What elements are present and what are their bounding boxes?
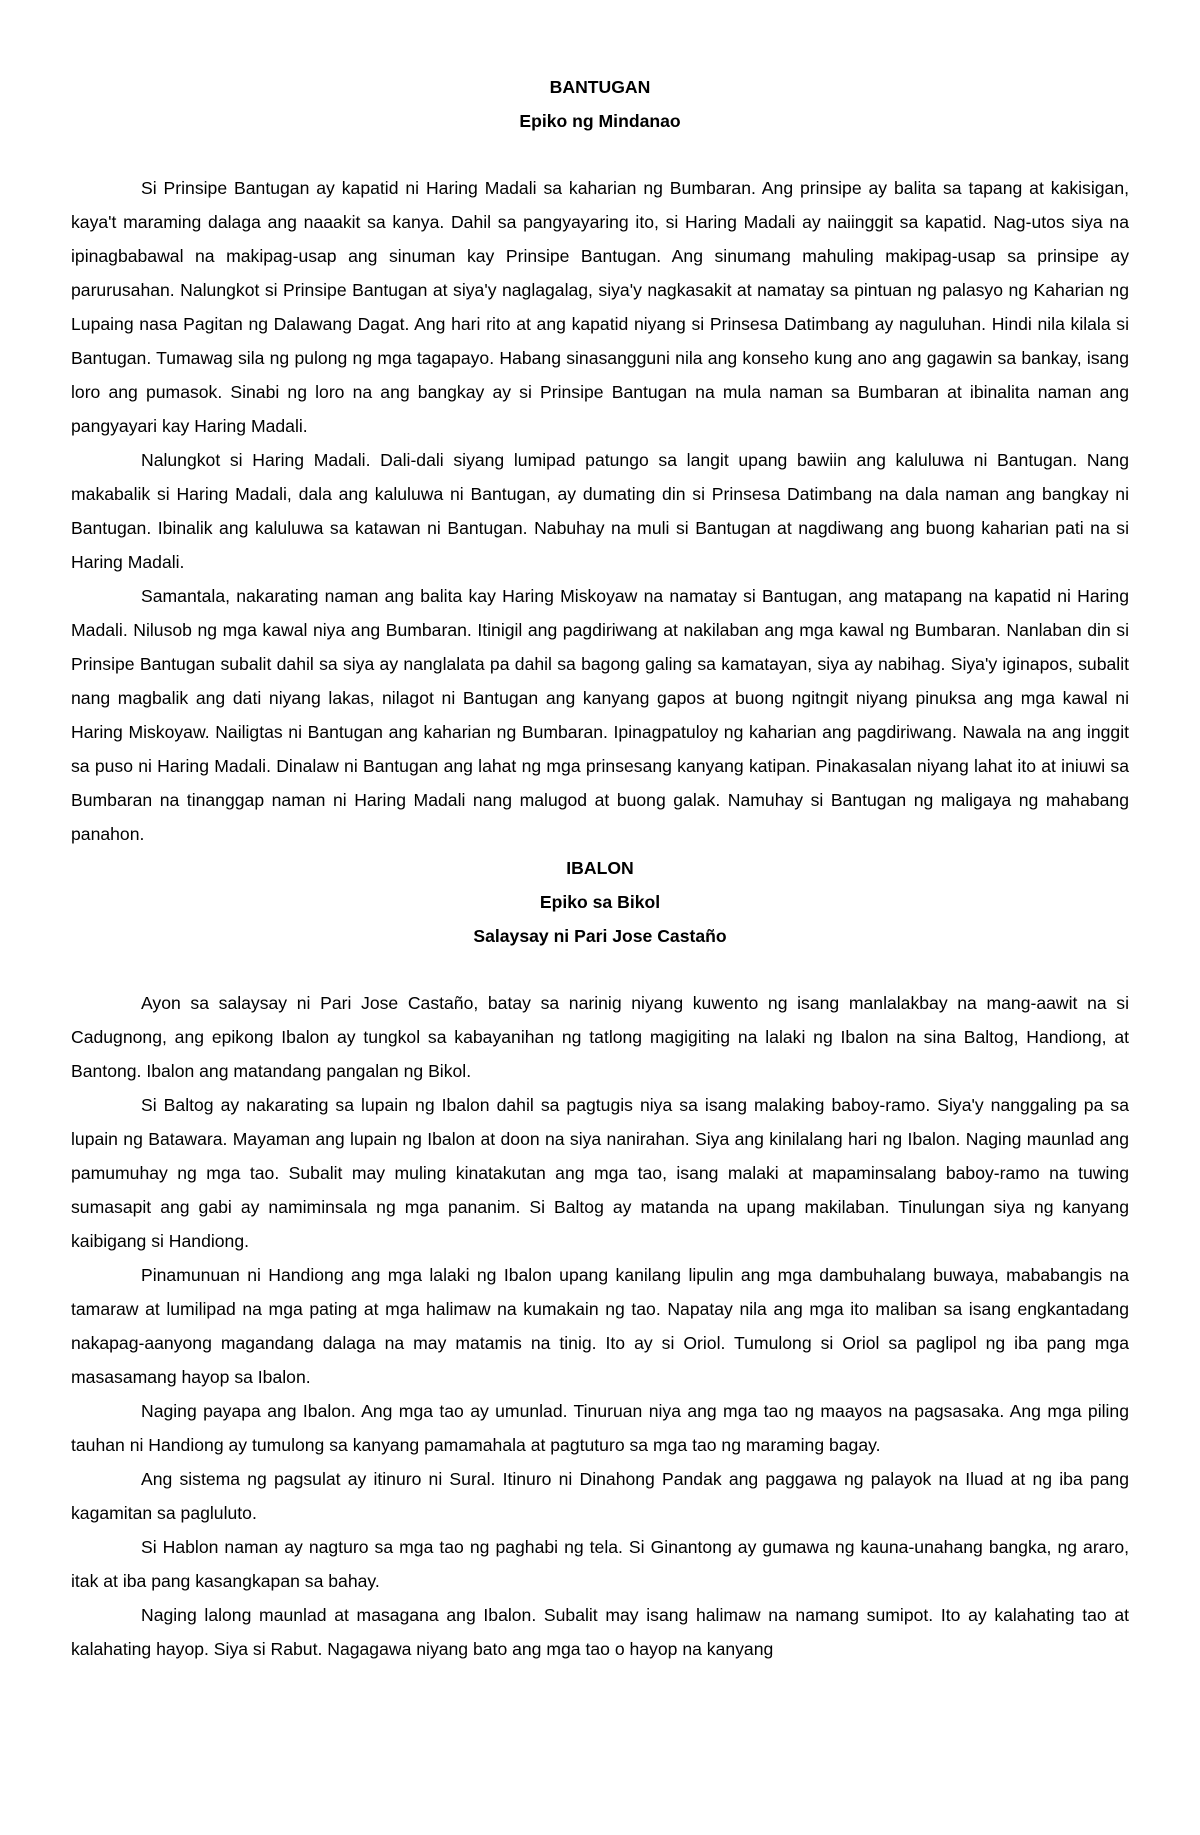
paragraph: Ayon sa salaysay ni Pari Jose Castaño, batay sa narinig niyang kuwento ng isang manlalakbay na mang-aawit na si Cadugnong, ang epikong Ibalon ay tungkol sa kabayanihan ng tatlong magigiting na lalaki ng Ibalon na sina Baltog, Handiong, at Bantong. Ibalon ang matandang pangalan ng Bikol. bbox=[71, 993, 1129, 1081]
paragraph: Si Prinsipe Bantugan ay kapatid ni Haring Madali sa kaharian ng Bumbaran. Ang prinsipe ay balita sa tapang at kakisigan, kaya't maraming dalaga ang naaakit sa kanya. Dahil sa pangyayaring ito, si Haring Madali ay naiinggit sa kapatid. Nag-utos siya na ipinagbabawal na makipag-usap ang sinuman kay Prinsipe Bantugan. Ang sinumang mahuling makipag-usap sa prinsipe ay parurusahan. Nalungkot si Prinsipe Bantugan at siya'y naglagalag, siya'y nagkasakit at namatay sa pintuan ng palasyo ng Kaharian ng Lupaing nasa Pagitan ng Dalawang Dagat. Ang hari rito at ang kapatid niyang si Prinsesa Datimbang ay naguluhan. Hindi nila kilala si Bantugan. Tumawag sila ng pulong ng mga tagapayo. Habang sinasangguni nila ang konseho kung ano ang gagawin sa bankay, isang loro ang pumasok. Sinabi ng loro na ang bangkay ay si Prinsipe Bantugan na mula naman sa Bumbaran at ibinalita naman ang pangyayari kay Haring Madali. bbox=[71, 178, 1129, 436]
section-subtitle-ibalon: Epiko sa Bikol bbox=[539, 892, 661, 912]
paragraph: Naging lalong maunlad at masagana ang Ibalon. Subalit may isang halimaw na namang sumipot. Ito ay kalahating tao at kalahating hayop. Siya si Rabut. Nagagawa niyang bato ang mga tao o hayop na kanyang bbox=[71, 1605, 1129, 1659]
section-title-ibalon: IBALON bbox=[566, 858, 634, 878]
section-byline-ibalon: Salaysay ni Pari Jose Castaño bbox=[473, 926, 727, 946]
spacer bbox=[71, 953, 1129, 986]
paragraph: Si Hablon naman ay nagturo sa mga tao ng paghabi ng tela. Si Ginantong ay gumawa ng kauna-unahang bangka, ng araro, itak at iba pang kasangkapan sa bahay. bbox=[71, 1537, 1129, 1591]
paragraph: Nalungkot si Haring Madali. Dali-dali siyang lumipad patungo sa langit upang bawiin ang kaluluwa ni Bantugan. Nang makabalik si Haring Madali, dala ang kaluluwa ni Bantugan, ay dumating din si Prinsesa Datimbang na dala naman ang bangkay ni Bantugan. Ibinalik ang kaluluwa sa katawan ni Bantugan. Nabuhay na muli si Bantugan at nagdiwang ang buong kaharian pati na si Haring Madali. bbox=[71, 450, 1129, 572]
paragraph: Naging payapa ang Ibalon. Ang mga tao ay umunlad. Tinuruan niya ang mga tao ng maayos na pagsasaka. Ang mga piling tauhan ni Handiong ay tumulong sa kanyang pamamahala at pagtuturo sa mga tao ng maraming bagay. bbox=[71, 1401, 1129, 1455]
paragraph: Pinamunuan ni Handiong ang mga lalaki ng Ibalon upang kanilang lipulin ang mga dambuhalang buwaya, mababangis na tamaraw at lumilipad na mga pating at mga halimaw na kumakain ng tao. Napatay nila ang mga ito maliban sa isang engkantadang nakapag-aanyong magandang dalaga na may matamis na tinig. Ito ay si Oriol. Tumulong si Oriol sa paglipol ng iba pang mga masasamang hayop sa Ibalon. bbox=[71, 1265, 1129, 1387]
section-title-bantugan: BANTUGAN bbox=[549, 77, 651, 97]
paragraph: Si Baltog ay nakarating sa lupain ng Ibalon dahil sa pagtugis niya sa isang malaking baboy-ramo. Siya'y nanggaling pa sa lupain ng Batawara. Mayaman ang lupain ng Ibalon at doon na siya nanirahan. Siya ang kinilalang hari ng Ibalon. Naging maunlad ang pamumuhay ng mga tao. Subalit may muling kinatakutan ang mga tao, isang malaki at mapaminsalang baboy-ramo na tuwing sumasapit ang gabi ay namiminsala ng mga pananim. Si Baltog ay matanda na upang makilaban. Tinulungan siya ng kanyang kaibigang si Handiong. bbox=[71, 1095, 1129, 1251]
spacer bbox=[71, 138, 1129, 171]
paragraph: Samantala, nakarating naman ang balita kay Haring Miskoyaw na namatay si Bantugan, ang matapang na kapatid ni Haring Madali. Nilusob ng mga kawal niya ang Bumbaran. Itinigil ang pagdiriwang at nakilaban ang mga kawal ng Bumbaran. Nanlaban din si Prinsipe Bantugan subalit dahil sa siya ay nanglalata pa dahil sa bagong galing sa kamatayan, siya ay nabihag. Siya'y iginapos, subalit nang magbalik ang dati niyang lakas, nilagot ni Bantugan ang kanyang gapos at buong ngitngit niyang pinuksa ang mga kawal ni Haring Miskoyaw. Nailigtas ni Bantugan ang kaharian ng Bumbaran. Ipinagpatuloy ng kaharian ang pagdiriwang. Nawala na ang inggit sa puso ni Haring Madali. Dinalaw ni Bantugan ang lahat ng mga prinsesang kanyang katipan. Pinakasalan niyang lahat ito at iniuwi sa Bumbaran na tinanggap naman ni Haring Madali nang malugod at buong galak. Namuhay si Bantugan ng maligaya ng mahabang panahon. bbox=[71, 586, 1129, 844]
section-subtitle-bantugan: Epiko ng Mindanao bbox=[519, 111, 681, 131]
paragraph: Ang sistema ng pagsulat ay itinuro ni Sural. Itinuro ni Dinahong Pandak ang paggawa ng palayok na Iluad at ng iba pang kagamitan sa pagluluto. bbox=[71, 1469, 1129, 1523]
